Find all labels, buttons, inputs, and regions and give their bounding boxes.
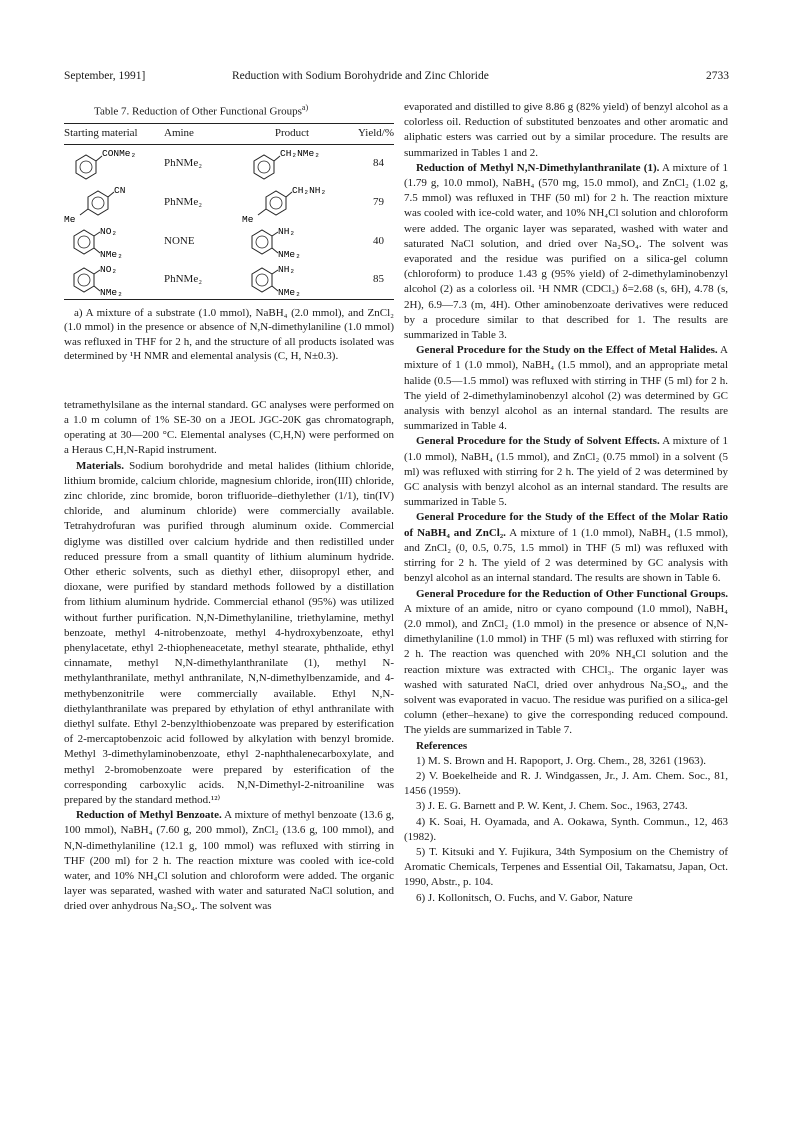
structure-product	[242, 261, 342, 299]
structure-starting-material	[64, 183, 160, 223]
solvent-paragraph	[404, 434, 728, 510]
table-caption	[64, 100, 394, 120]
svg-text:CH₂NMe₂: CH₂NMe₂	[280, 148, 320, 160]
col-header-yield: Yield/%	[342, 123, 394, 144]
structure-starting-material	[64, 261, 160, 299]
section-heading: General Procedure for the Study of Solvent Effects.	[416, 435, 660, 448]
anthranilate-paragraph	[404, 161, 728, 343]
body-paragraph: tetramethylsilane as the internal standard. GC analyses were performed on a 1.0 m column of 1% SE-30 on a JEOL JGC-20K gas chromatograph, operating at 30—200 °C. Elemental analyses (C,H,N) were performed on a Heraus C,H,N-Rapid instrument.	[64, 398, 394, 457]
table-row	[64, 261, 394, 300]
svg-text:NMe₂: NMe₂	[278, 287, 301, 299]
amine-cell: PhNMe₂	[164, 157, 203, 170]
paragraph-text: A mixture of 1 (1.0 mmol), NaBH₄ (1.5 mmol), and ZnCl₂ (0.75 mmol) in a solvent (5 ml) was refluxed with stirring for 2 h. The yield of 2 was determined by GC analysis with benzyl alcohol as an internal standard. The results are summarized in Table 5.	[404, 435, 728, 509]
materials-paragraph	[64, 459, 394, 809]
svg-text:Me: Me	[242, 214, 254, 224]
paragraph-text: A mixture of 1 (1.0 mmol), NaBH₄ (1.5 mmol), and ZnCl₂ (0, 0.5, 0.75, 1.5 mmol) in THF (5 ml) was refluxed with stirring for 2 h. The yield of 2 was determined by GC analysis with benzyl alcohol as an internal standard. The results are shown in Table 6.	[404, 526, 728, 585]
section-heading: Materials.	[76, 459, 124, 472]
right-column	[404, 100, 728, 906]
left-column	[64, 100, 394, 915]
structure-product	[242, 223, 342, 261]
table-7	[64, 123, 394, 300]
svg-text:NMe₂: NMe₂	[100, 249, 123, 261]
reference-item: 4) K. Soai, H. Oyamada, and A. Ookawa, Synth. Commun., 12, 463 (1982).	[404, 815, 728, 843]
structure-product	[242, 183, 342, 223]
section-heading: General Procedure for the Study on the Effect of Metal Halides.	[416, 344, 718, 357]
yield-cell: 79	[373, 196, 384, 209]
section-heading: Reduction of Methyl Benzoate.	[76, 809, 222, 822]
references-list	[404, 754, 728, 906]
amine-cell: NONE	[164, 235, 195, 248]
svg-text:Me: Me	[64, 214, 76, 224]
yield-cell: 84	[373, 157, 384, 170]
references-heading: References	[416, 739, 468, 752]
yield-cell: 40	[373, 235, 384, 248]
reference-item: 3) J. E. G. Barnett and P. W. Kent, J. Chem. Soc., 1963, 2743.	[416, 800, 688, 813]
paragraph-text: A mixture of an amide, nitro or cyano compound (1.0 mmol), NaBH₄ (2.0 mmol), and ZnCl₂ (1.0 mmol) in the presence or absence of N,N-dimethylaniline (1.0 mmol) in THF (5 ml) was refluxed with stirring for 2 h. The reaction was quenched with 20% NH₄Cl solution and the reaction mixture was extracted with CHCl₃. The organic layer was washed with saturated NaCl, dried over anhydrous Na₂SO₄, and the solvent was evaporated in vacuo. The residue was purified on a silica-gel column (ether–hexane) to give the corresponding reduced compound. The yields are summarized in Table 7.	[404, 602, 728, 737]
running-header-date: September, 1991]	[64, 70, 146, 82]
table-caption-sup: a)	[301, 103, 309, 112]
yield-cell: 85	[342, 261, 394, 300]
paragraph-text: A mixture of 1 (1.0 mmol), NaBH₄ (1.5 mmol), and an appropriate metal halide (0.5—1.5 mmol) was refluxed with stirring in THF (5 ml) for 2 h. The yield of 2-dimethylaminobenzyl alcohol (2) was determined by GC analysis with benzyl alcohol as an internal standard. The results are summarized in Table 4.	[404, 344, 728, 433]
table-caption-text: Table 7. Reduction of Other Functional Groups	[94, 105, 302, 118]
running-header-title: Reduction with Sodium Borohydride and Zinc Chloride	[232, 70, 489, 82]
col-header-product: Product	[242, 123, 342, 144]
svg-text:CONMe₂: CONMe₂	[102, 148, 137, 160]
col-header-amine: Amine	[164, 123, 242, 144]
table-row	[64, 223, 394, 261]
structure-starting-material	[64, 145, 160, 183]
other-groups-paragraph	[404, 587, 728, 739]
table-footnote	[64, 306, 394, 364]
section-heading: Reduction of Methyl N,N-Dimethylanthranilate (1).	[416, 161, 660, 174]
paragraph-text: A mixture of methyl benzoate (13.6 g, 100 mmol), NaBH₄ (7.60 g, 200 mmol), ZnCl₂ (13.6 g, 100 mmol), and N,N-dimethylaniline (12.1 g, 100 mmol) was refluxed with stirring in THF (200 ml) for 2 h. The reaction mixture was cooled with ice-cold water, and 10% NH₄Cl solution and chloroform were added. The organic layer was separated, washed with water and saturated NaCl solution, and dried over anhydrous Na₂SO₄. The solvent was	[64, 809, 395, 913]
svg-text:NH₂: NH₂	[278, 226, 296, 238]
svg-text:NMe₂: NMe₂	[100, 287, 123, 299]
svg-text:NMe₂: NMe₂	[278, 249, 301, 261]
reference-item: 2) V. Boekelheide and R. J. Windgassen, Jr., J. Am. Chem. Soc., 81, 1456 (1959).	[404, 769, 728, 798]
metal-halide-paragraph	[404, 343, 728, 434]
reference-item: 6) J. Kollonitsch, O. Fuchs, and V. Gabor, Nature	[416, 891, 633, 904]
reference-item: 1) M. S. Brown and H. Rapoport, J. Org. Chem., 28, 3261 (1963).	[416, 754, 707, 767]
reference-item: 5) T. Kitsuki and Y. Fujikura, 34th Symposium on the Chemistry of Aromatic Chemicals, Terpenes and Essential Oil, Takamatsu, Japan, Oct. 1990, Abstr., p. 104.	[404, 845, 728, 889]
table-footnote-text: a) A mixture of a substrate (1.0 mmol), NaBH₄ (2.0 mmol), and ZnCl₂ (1.0 mmol) in the presence or absence of N,N-dimethylaniline (1.0 mmol) was refluxed in THF for 2 h, and the structure of all products isolated was determined by ¹H NMR and elemental analysis (C, H, N±0.3).	[64, 307, 394, 363]
amine-cell: PhNMe₂	[164, 196, 203, 209]
col-header-starting-material: Starting material	[64, 123, 164, 144]
table-row	[64, 183, 394, 223]
paragraph-text: A mixture of 1 (1.79 g, 10.0 mmol), NaBH₄ (570 mg, 15.0 mmol), and ZnCl₂ (1.02 g, 7.5 mmol) was refluxed in THF (50 ml) for 2 h. The reaction mixture was cooled with ice-cold water, and 10% NH₄Cl solution and chloroform were added. The organic layer was separated, washed with water and saturated NaCl solution, and dried over Na₂SO₄. The solvent was evaporated and the residue was purified on a silica-gel column (chloroform) to produce 1.43 g (95% yield) of 2-dimethylaminobenzyl alcohol (2) as a colorless oil. ¹H NMR (CDCl₃) δ=2.68 (s, 6H), 4.78 (s, 2H), 6.9—7.3 (m, 4H). Other aminobenzoate derivatives were reduced by a procedure similar to that described for 1. The results are summarized in Table 3.	[404, 161, 728, 342]
amine-cell: PhNMe₂	[164, 261, 242, 300]
svg-text:CN: CN	[114, 185, 126, 197]
structure-starting-material	[64, 223, 160, 261]
section-heading: General Procedure for the Study of the Effect of the Molar Ratio of NaBH₄ and ZnCl₂.	[404, 511, 728, 539]
section-heading: General Procedure for the Reduction of Other Functional Groups.	[416, 587, 728, 600]
svg-text:NH₂: NH₂	[278, 264, 296, 276]
structure-product	[242, 145, 342, 183]
svg-text:NO₂: NO₂	[100, 226, 118, 238]
page-number: 2733	[706, 70, 729, 82]
svg-text:NO₂: NO₂	[100, 264, 118, 276]
body-paragraph: evaporated and distilled to give 8.86 g (82% yield) of benzyl alcohol as a colorless oil. Reduction of substituted benzoates and other aromatic and aliphatic esters was carried out by a similar procedure. The results are summarized in Tables 1 and 2.	[404, 101, 728, 159]
svg-text:CH₂NH₂: CH₂NH₂	[292, 185, 327, 197]
paragraph-text: Sodium borohydride and metal halides (lithium chloride, lithium bromide, calcium chloride, magnesium chloride, iron(III) chloride, zinc chloride, zinc bromide, boron trifluoride–diethylether (1/1), tin(IV) chloride, and aluminum chloride) were commercially available. Tetrahydrofuran was purified through aluminum oxide. Commercial diglyme was distilled over calcium hydride and then redistilled under reduced pressure from a small quantity of lithium aluminum hydride. Other etheric solvents, such as diethyl ether, diisopropyl ether, and dioxane, were purified by standard methods followed by a distillation from lithium aluminum hydride. Commercial ethanol (95%) was utilized without further purification. N,N-Dimethylaniline, triethylamine, methyl benzoate, methyl 4-nitrobenzoate, methyl 4-hydroxybenzoate, ethyl phenylacetate, ethyl 2-thiopheneacetate, methyl stearate, phthalide, ethyl cinnamate, methyl N,N-dimethylanthranilate (1), methyl N-methylanthranilate, methyl anthranilate, N,N-dimethylbenzamide, and 4-methybenzonitrile were commercially available. Ethyl N,N-diethylanthranilate was prepared by ethylation of ethyl anthranilate with diethyl sulfate. Ethyl 2-benzylthiobenzoate was prepared by esterification of 2-mercaptobenzoic acid followed by alkylation with benzyl bromide. Methyl 3-dimethylaminobenzoate, ethyl 2-naphthalenecarboxylate, and methyl 2-bromobenzoate were prepared by esterification of the corresponding carboxylic acids. N,N-Dimethyl-2-nitroaniline was prepared by the standard method.¹²⁾	[64, 459, 394, 806]
molar-ratio-paragraph	[404, 510, 728, 586]
benzoate-paragraph	[64, 808, 394, 914]
table-row	[64, 145, 394, 184]
